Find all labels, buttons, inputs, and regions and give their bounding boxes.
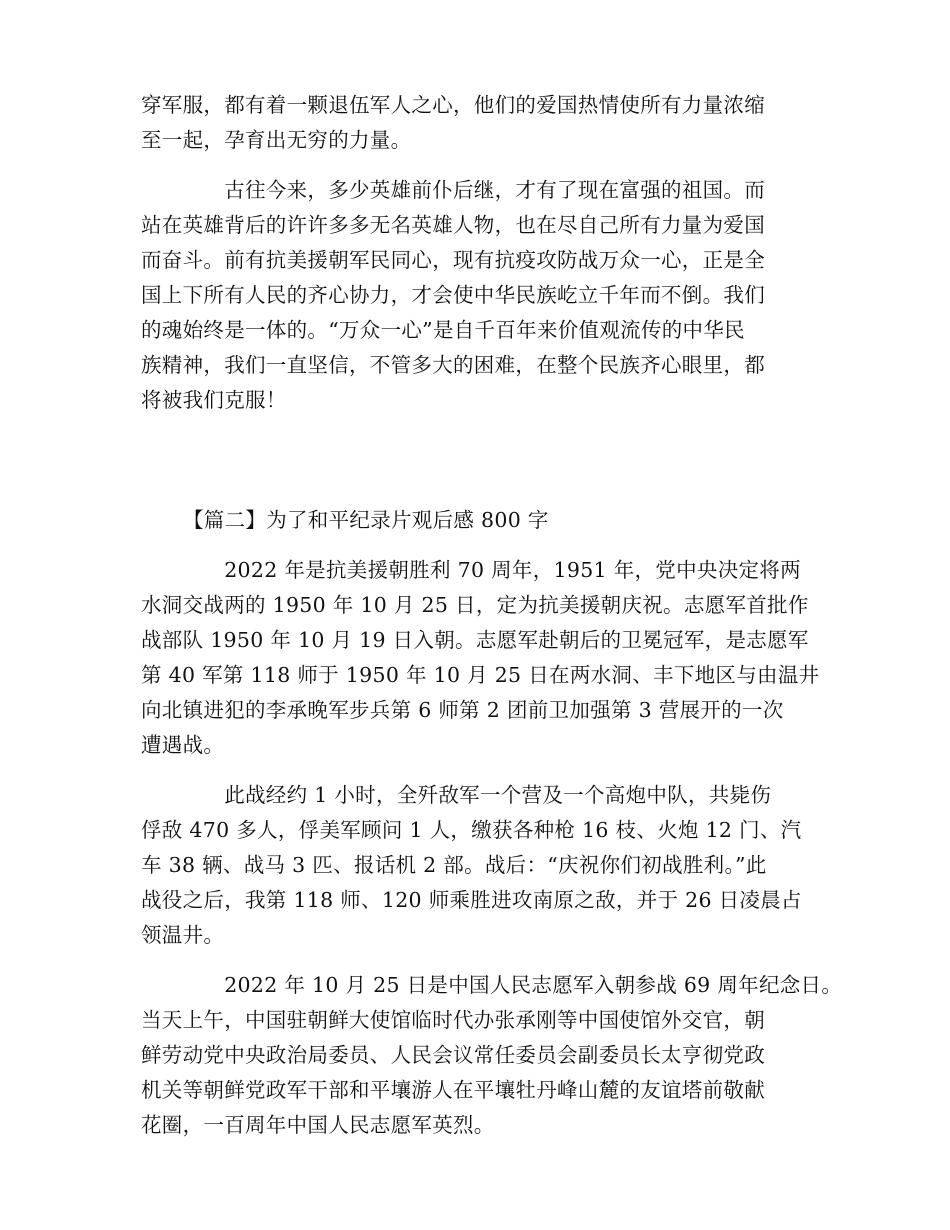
paragraph-3 [141,553,841,763]
text-line: 而奋斗。前有抗美援朝军民同心，现有抗疫攻防战万众一心，正是全 [141,248,765,272]
text-line: 水洞交战两的 1950 年 10 月 25 日，定为抗美援朝庆祝。志愿军首批作 [141,593,809,617]
text-line: 族精神，我们一直坚信，不管多大的困难，在整个民族齐心眼里，都 [141,353,765,377]
text-line: 战役之后，我第 118 师、120 师乘胜进攻南原之敌，并于 26 日凌晨占 [141,888,802,912]
text-line: 的魂始终是一体的。“万众一心”是自千百年来价值观流传的中华民 [141,318,745,342]
text-line: 此战经约 1 小时，全歼敌军一个营及一个高炮中队，共毙伤 [141,783,772,807]
paragraph-spacer [141,953,841,968]
text-line: 遭遇战。 [141,733,225,757]
text-line: 鲜劳动党中央政治局委员、人民会议常任委员会副委员长太亨彻党政 [141,1043,765,1067]
section-spacer [141,418,841,503]
text-line: 2022 年是抗美援朝胜利 70 周年，1951 年，党中央决定将两 [141,558,801,582]
section-heading: 【篇二】为了和平纪录片观后感 800 字 [183,508,549,532]
paragraph-4 [141,778,841,953]
text-line: 2022 年 10 月 25 日是中国人民志愿军入朝参战 69 周年纪念日。 [141,973,843,997]
paragraph-2 [141,173,841,418]
text-line: 花圈，一百周年中国人民志愿军英烈。 [141,1113,495,1137]
text-line: 向北镇进犯的李承晚军步兵第 6 师第 2 团前卫加强第 3 营展开的一次 [141,698,784,722]
text-line: 领温井。 [141,923,225,947]
text-line: 车 38 辆、战马 3 匹、报话机 2 部。战后：“庆祝你们初战胜利。”此 [141,853,767,877]
paragraph-1 [141,88,841,158]
text-line: 国上下所有人民的齐心协力，才会使中华民族屹立千年而不倒。我们 [141,283,765,307]
text-line: 机关等朝鲜党政军干部和平壤游人在平壤牡丹峰山麓的友谊塔前敬献 [141,1078,765,1102]
text-line: 第 40 军第 118 师于 1950 年 10 月 25 日在两水洞、丰下地区与由温井 [141,663,820,687]
text-line: 战部队 1950 年 10 月 19 日入朝。志愿军赴朝后的卫冕冠军，是志愿军 [141,628,809,652]
text-line: 当天上午，中国驻朝鲜大使馆临时代办张承刚等中国使馆外交官，朝 [141,1008,765,1032]
paragraph-spacer [141,158,841,173]
text-line: 至一起，孕育出无穷的力量。 [141,128,412,152]
paragraph-spacer [141,763,841,778]
paragraph-5 [141,968,841,1143]
paragraph-spacer [141,538,841,553]
text-line: 将被我们克服！ [141,388,287,412]
text-line: 穿军服，都有着一颗退伍军人之心，他们的爱国热情使所有力量浓缩 [141,93,765,117]
text-line: 站在英雄背后的许许多多无名英雄人物，也在尽自己所有力量为爱国 [141,213,765,237]
document-body [141,88,841,1143]
text-line: 俘敌 470 多人，俘美军顾问 1 人，缴获各种枪 16 枝、火炮 12 门、汽 [141,818,802,842]
text-line: 古往今来，多少英雄前仆后继，才有了现在富强的祖国。而 [141,178,765,202]
